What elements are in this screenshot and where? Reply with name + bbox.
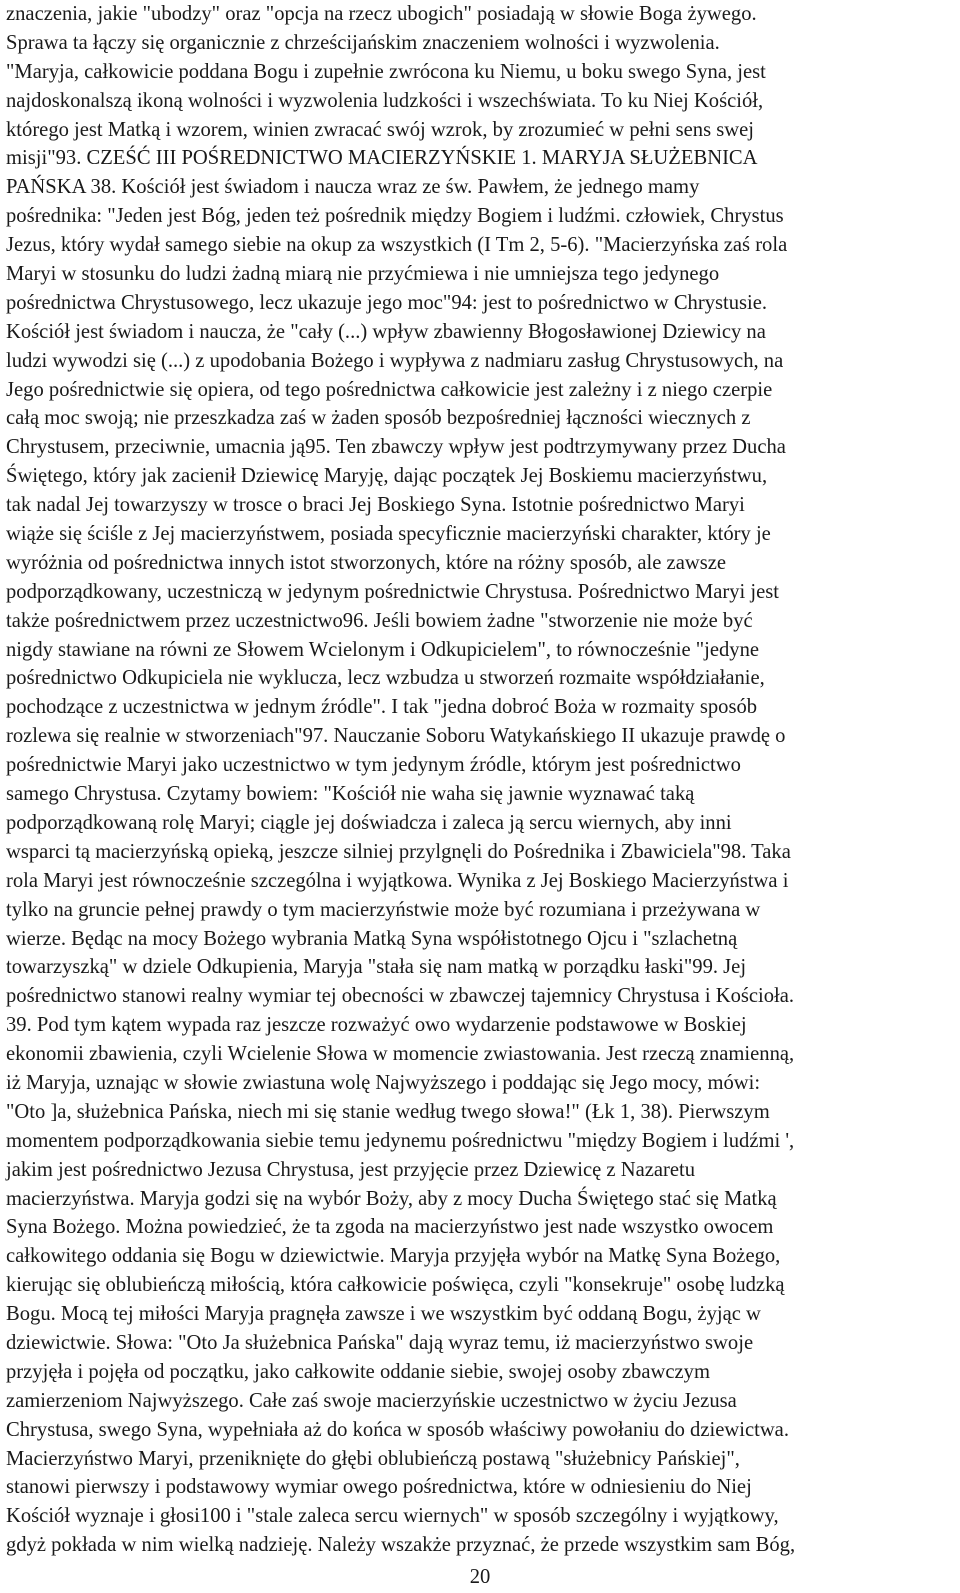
text-line: stanowi pierwszy i podstawowy wymiar owego pośrednictwa, które w odniesieniu do Niej	[6, 1476, 752, 1499]
text-line: także pośrednictwem przez uczestnictwo96. Jeśli bowiem żadne "stworzenie nie może być	[6, 609, 753, 632]
text-line: jakim jest pośrednictwo Jezusa Chrystusa, jest przyjęcie przez Dziewicę z Nazaretu	[6, 1158, 696, 1181]
text-line: towarzyszką" w dziele Odkupienia, Maryja "stała się nam matką w porządku łaski"99. Jej	[6, 956, 747, 979]
text-line: wsparci tą macierzyńską opieką, jeszcze silniej przylgnęli do Pośrednika i Zbawiciela"98. Taka	[6, 840, 791, 863]
text-line: PAŃSKA 38. Kościół jest świadom i naucza wraz ze św. Pawłem, że jednego mamy	[6, 176, 700, 199]
text-line: wyróżnia od pośrednictwa innych istot stworzonych, które na różny sposób, ale zawsze	[6, 551, 727, 574]
text-line: znaczenia, jakie "ubodzy" oraz "opcja na rzecz ubogich" posiadają w słowie Boga żywego.	[6, 3, 757, 25]
text-line: Chrystusem, przeciwnie, umacnia ją95. Ten zbawczy wpływ jest podtrzymywany przez Ducha	[6, 436, 786, 459]
text-line: iż Maryja, uznając w słowie zwiastuna wolę Najwyższego i poddając się Jego mocy, mówi:	[6, 1071, 761, 1094]
text-line: Maryi w stosunku do ludzi żadną miarą nie przyćmiewa i nie umniejsza tego jedynego	[6, 263, 720, 286]
text-line: Bogu. Mocą tej miłości Maryja pragnęła zawsze i we wszystkim być oddaną Bogu, żyjąc w	[6, 1303, 761, 1326]
text-line: którego jest Matką i wzorem, winien zwracać swój wzrok, by zrozumieć w pełni sens swej	[6, 118, 755, 141]
text-line: misji"93. CZEŚĆ III POŚREDNICTWO MACIERZYŃSKIE 1. MARYJA SŁUŻEBNICA	[6, 147, 758, 170]
text-line: macierzyństwa. Maryja godzi się na wybór Boży, aby z mocy Ducha Świętego stać się Matką	[6, 1187, 777, 1210]
text-line: "Maryja, całkowicie poddana Bogu i zupełnie zwrócona ku Niemu, u boku swego Syna, jest	[6, 60, 766, 83]
text-line: Chrystusa, swego Syna, wypełniała aż do końca w sposób właściwy powołaniu do dziewictwa.	[6, 1418, 789, 1441]
text-line: nigdy stawiane na równi ze Słowem Wcielonym i Odkupicielem", to równocześnie "jedyne	[6, 638, 760, 661]
text-line: samego Chrystusa. Czytamy bowiem: "Kościół nie waha się jawnie wyznawać taką	[6, 783, 695, 806]
text-line: najdoskonalszą ikoną wolności i wyzwolenia ludzkości i wszechświata. To ku Niej Kościół,	[6, 89, 764, 112]
text-line: Syna Bożego. Można powiedzieć, że ta zgoda na macierzyństwo jest nade wszystko owocem	[6, 1216, 774, 1239]
text-line: tylko na gruncie pełnej prawdy o tym macierzyństwie może być rozumiana i przeżywana w	[6, 898, 761, 921]
text-line: tak nadal Jej towarzyszy w trosce o braci Jej Boskiego Syna. Istotnie pośrednictwo Maryi	[6, 494, 745, 517]
text-line: 39. Pod tym kątem wypada raz jeszcze rozważyć owo wydarzenie podstawowe w Boskiej	[6, 1014, 747, 1037]
text-line: pochodzące z uczestnictwa w jednym źródle". I tak "jedna dobroć Boża w rozmaity sposób	[6, 696, 758, 719]
text-line: pośrednictwa Chrystusowego, lecz ukazuje jego moc"94: jest to pośrednictwo w Chrystusie.	[6, 291, 768, 314]
text-line: pośrednictwo stanowi realny wymiar tej obecności w zbawczej tajemnicy Chrystusa i Kościoła.	[6, 985, 795, 1008]
text-line: Kościół jest świadom i naucza, że "cały (...) wpływ zbawienny Błogosławionej Dziewicy na	[6, 320, 766, 343]
text-line: momentem podporządkowania siebie temu jedynemu pośrednictwu "między Bogiem i ludźmi ',	[6, 1129, 795, 1152]
text-line: gdyż pokłada w nim wielką nadzieję. Należy wszakże przyznać, że przede wszystkim sam Bóg,	[6, 1534, 796, 1557]
text-line: pośrednika: "Jeden jest Bóg, jeden też pośrednik między Bogiem i ludźmi. człowiek, Chrystus	[6, 205, 784, 228]
text-line: Jego pośrednictwie się opiera, od tego pośrednictwa całkowicie jest zależny i z niego czerpie	[6, 378, 773, 401]
text-line: całą moc swoją; nie przeszkadza zaś w żaden sposób bezpośredniej łączności wiecznych z	[6, 407, 751, 430]
text-line: ekonomii zbawienia, czyli Wcielenie Słowa w momencie zwiastowania. Jest rzeczą znamienną,	[6, 1043, 795, 1066]
text-line: rozlewa się realnie w stworzeniach"97. Nauczanie Soboru Watykańskiego II ukazuje prawdę o	[6, 725, 786, 748]
text-line: kierując się oblubieńczą miłością, która całkowicie poświęca, czyli "konsekruje" osobę ludzką	[6, 1274, 785, 1297]
text-line: rola Maryi jest równocześnie szczególna i wyjątkowa. Wynika z Jej Boskiego Macierzyństwa i	[6, 869, 789, 892]
text-line: Kościół wyznaje i głosi100 i "stale zaleca sercu wiernych" w sposób szczególny i wyjątkowy,	[6, 1505, 779, 1528]
text-line: wierze. Będąc na mocy Bożego wybrania Matką Syna współistotnego Ojcu i "szlachetną	[6, 927, 738, 950]
text-line: ludzi wywodzi się (...) z upodobania Bożego i wypływa z nadmiaru zasług Chrystusowych, na	[6, 349, 784, 372]
text-line: wiąże się ściśle z Jej macierzyństwem, posiada specyficznie macierzyński charakter, który je	[6, 523, 771, 546]
text-line: dziewictwie. Słowa: "Oto Ja służebnica Pańska" dają wyraz temu, iż macierzyństwo swoje	[6, 1331, 754, 1354]
text-line: pośrednictwie Maryi jako uczestnictwo w tym jedynym źródle, którym jest pośrednictwo	[6, 754, 741, 777]
text-line: "Oto ]a, służebnica Pańska, niech mi się stanie według twego słowa!" (Łk 1, 38). Pierwszym	[6, 1100, 770, 1123]
text-line: podporządkowaną rolę Maryi; ciągle jej doświadcza i zaleca ją sercu wiernych, aby inni	[6, 811, 732, 834]
text-line: Jezus, który wydał samego siebie na okup za wszystkich (I Tm 2, 5-6). "Macierzyńska zaś rola	[6, 234, 788, 257]
text-line: Macierzyństwo Maryi, przeniknięte do głębi oblubieńczą postawą "służebnicy Pańskiej",	[6, 1447, 740, 1470]
text-line: Świętego, który jak zacienił Dziewicę Maryję, dając początek Jej Boskiemu macierzyństwu,	[6, 465, 768, 488]
text-line: zamierzeniom Najwyższego. Całe zaś swoje macierzyńskie uczestnictwo w życiu Jezusa	[6, 1389, 737, 1412]
body-text	[6, 0, 795, 1560]
page-number: 20	[469, 1566, 491, 1588]
text-line: całkowitego oddania się Bogu w dziewictwie. Maryja przyjęła wybór na Matkę Syna Bożego,	[6, 1245, 781, 1268]
text-line: podporządkowany, uczestniczą w jedynym pośrednictwie Chrystusa. Pośrednictwo Maryi jest	[6, 580, 780, 603]
text-line: przyjęła i pojęła od początku, jako całkowite oddanie siebie, swojej osoby zbawczym	[6, 1360, 710, 1383]
text-line: pośrednictwo Odkupiciela nie wyklucza, lecz wzbudza u stworzeń rozmaite współdziałanie,	[6, 667, 765, 690]
text-line: Sprawa ta łączy się organicznie z chrześcijańskim znaczeniem wolności i wyzwolenia.	[6, 31, 720, 54]
